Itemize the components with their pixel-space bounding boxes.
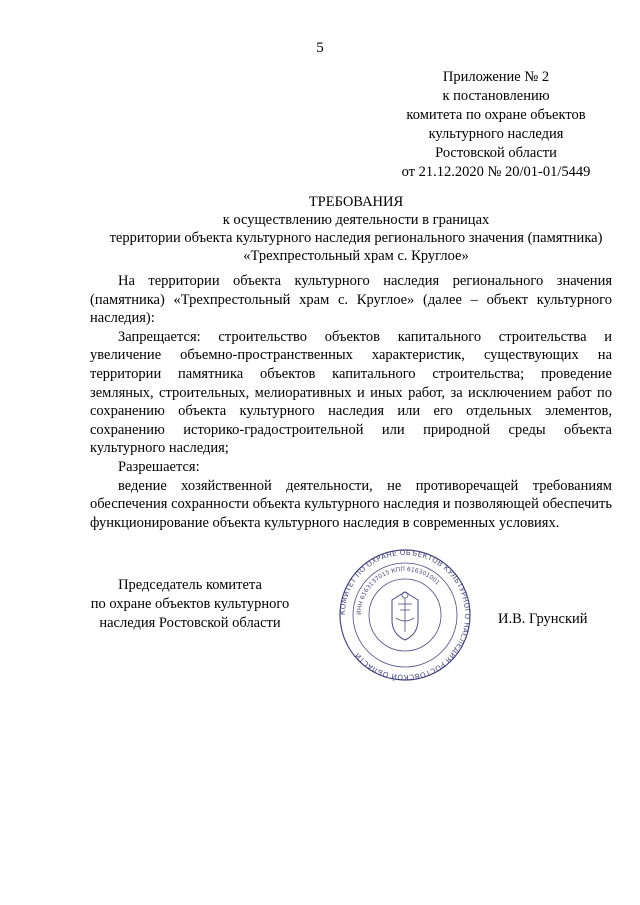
appendix-line: комитета по охране объектов xyxy=(406,107,586,123)
title-line: «Трехпрестольный храм с. Круглое» xyxy=(243,248,469,264)
intro-paragraph: На территории объекта культурного наследия регионального значения (памятника) «Трехпрестольный храм с. Круглое» (далее – объект культурного наследия): xyxy=(90,273,612,327)
appendix-line: к постановлению xyxy=(442,88,550,104)
position-line: наследия Ростовской области xyxy=(99,615,281,631)
title-line: территории объекта культурного наследия регионального значения (памятника) xyxy=(109,230,603,246)
signatory-position xyxy=(80,576,300,633)
appendix-line: Приложение № 2 xyxy=(442,69,550,85)
appendix-line: Ростовской области xyxy=(435,145,557,161)
position-line: Председатель комитета xyxy=(118,577,262,593)
appendix-line: от 21.12.2020 № 20/01-01/5449 xyxy=(401,164,591,180)
signatory-name: И.В. Грунский xyxy=(498,611,588,627)
document-title xyxy=(80,193,632,265)
prohibited-paragraph: Запрещается: строительство объектов капитального строительства и увеличение объемно-пространственных характеристик, существующих на территории памятника объектов капитального строительства; проведение земляных, строительных, мелиоративных и иных работ, за исключением работ по сохранению объекта культурного наследия или его отдельных элементов, сохранению историко-градостроительной или природной среды объекта культурного наследия; xyxy=(90,328,612,457)
title-heading: ТРЕБОВАНИЯ xyxy=(308,194,404,210)
appendix-line: культурного наследия xyxy=(428,126,564,142)
seal-inner-text: ИНН 6163137015 КПП 616301001 xyxy=(355,565,441,616)
allowed-paragraph: ведение хозяйственной деятельности, не противоречащей требованиям обеспечения сохранности объекта культурного наследия и позволяющей обеспечить функционирование объекта культурного наследия в современных условиях. xyxy=(90,477,612,531)
seal-outer-text: КОМИТЕТ ПО ОХРАНЕ ОБЪЕКТОВ КУЛЬТУРНОГО НАСЛЕДИЯ РОСТОВСКОЙ ОБЛАСТИ xyxy=(337,548,473,682)
position-line: по охране объектов культурного xyxy=(90,596,290,612)
page-number: 5 xyxy=(316,40,324,56)
title-line: к осуществлению деятельности в границах xyxy=(222,212,490,228)
body-text xyxy=(90,272,612,532)
appendix-block xyxy=(380,68,612,182)
official-seal xyxy=(330,548,480,682)
svg-text:ИНН 6163137015 КПП 616301001 xyxy=(356,566,441,615)
allowed-label: Разрешается: xyxy=(118,458,200,475)
